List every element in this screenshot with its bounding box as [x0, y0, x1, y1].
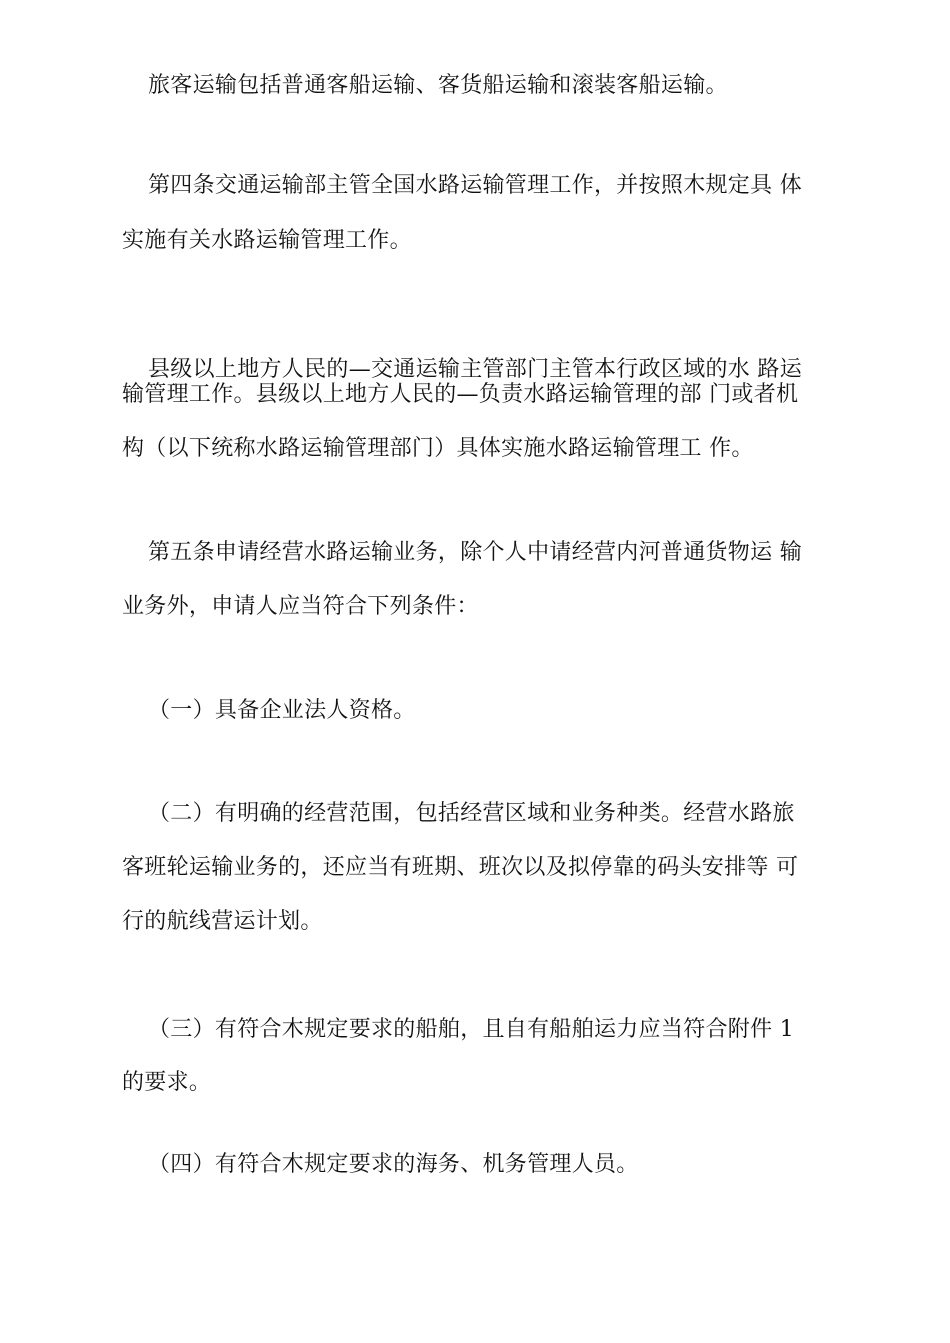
text-line: 第五条申请经营水路运输业务，除个人中请经营内河普通货物运 输	[148, 540, 802, 565]
list-item: （一）具备企业法人资格。	[148, 698, 416, 723]
text-line: 的要求。	[122, 1070, 212, 1095]
text-line: 构（以下统称水路运输管理部门）具体实施水路运输管理工 作。	[122, 436, 754, 461]
text-line: 实施有关水路运输管理工作。	[122, 228, 412, 253]
text-line: 输管理工作。县级以上地方人民的—负责水路运输管理的部 门或者机	[122, 382, 799, 407]
list-item: （二）有明确的经营范围，包括经营区域和业务种类。经营水路旅	[148, 801, 795, 826]
text-line: 行的航线营运计划。	[122, 909, 323, 934]
text-line: 第四条交通运输部主管全国水路运输管理工作，并按照木规定具 体	[148, 173, 802, 198]
list-item: （四）有符合木规定要求的海务、机务管理人员。	[148, 1152, 639, 1177]
text-line: 旅客运输包括普通客船运输、客货船运输和滚装客船运输。	[148, 73, 728, 98]
list-item: （三）有符合木规定要求的船舶，且自有船舶运力应当符合附件 1	[148, 1017, 794, 1042]
text-line: 业务外，申请人应当符合下列条件：	[122, 594, 479, 619]
text-line: 客班轮运输业务的，还应当有班期、班次以及拟停靠的码头安排等 可	[122, 855, 799, 880]
text-line: 县级以上地方人民的—交通运输主管部门主管本行政区域的水 路运	[148, 357, 802, 382]
